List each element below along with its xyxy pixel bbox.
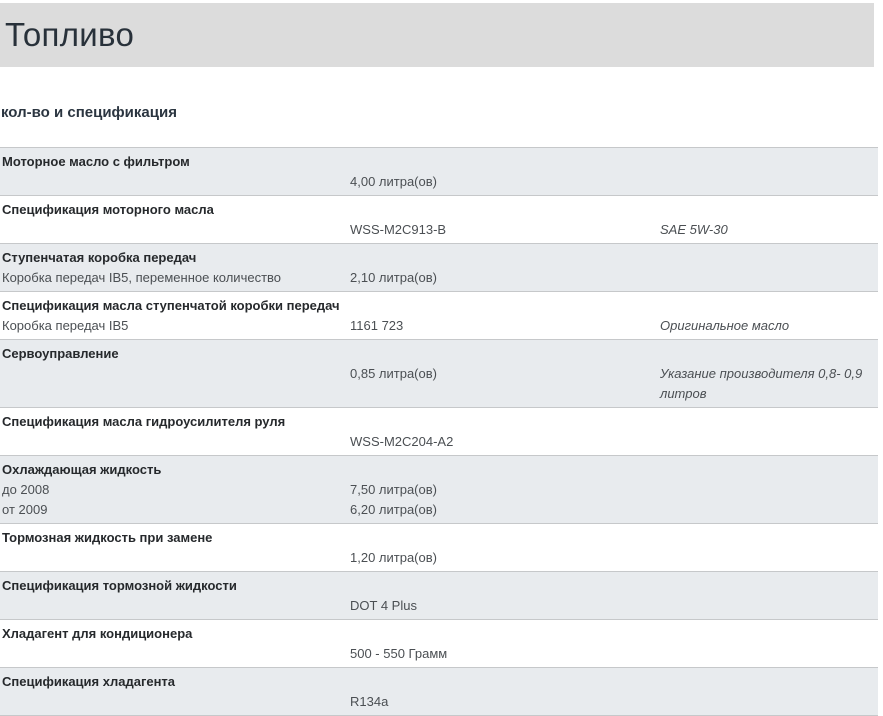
spec-row-heading: Спецификация тормозной жидкости [2,578,237,593]
spec-value: WSS-M2C913-B [350,222,447,237]
spec-label [2,364,350,404]
spec-row [0,572,878,620]
spec-row-heading: Ступенчатая коробка передач [2,250,197,265]
spec-note: Оригинальное масло [660,318,790,333]
spec-row-heading: Тормозная жидкость при замене [2,530,213,545]
spec-label: Коробка передач IB5 [2,318,129,333]
spec-value: WSS-M2C204-A2 [350,434,454,449]
spec-row-heading: Спецификация масла гидроусилителя руля [2,414,286,429]
spec-row-heading: Охлаждающая жидкость [2,462,162,477]
spec-note [660,548,878,568]
spec-row [0,620,878,668]
spec-value: 500 - 550 Грамм [350,646,448,661]
spec-row-heading: Моторное масло с фильтром [2,154,190,169]
spec-row [0,244,878,292]
spec-value: R134a [350,694,389,709]
section-title: кол-во и спецификация [1,104,177,121]
spec-value: 0,85 литра(ов) [350,366,437,381]
spec-row-line [2,364,878,404]
spec-row-heading: Спецификация масла ступенчатой коробки передач [2,298,340,313]
spec-value: 7,50 литра(ов) [350,482,437,497]
spec-row [0,340,878,408]
spec-row-heading: Спецификация хладагента [2,674,176,689]
spec-label [2,692,350,712]
spec-row-line [2,596,878,616]
spec-note [660,644,878,664]
spec-label [2,172,350,192]
spec-label [2,432,350,452]
spec-label [2,548,350,568]
spec-row-line [2,432,878,452]
spec-label [2,220,350,240]
spec-label: до 2008 [2,482,50,497]
spec-label: Коробка передач IB5, переменное количество [2,270,282,285]
spec-value: 2,10 литра(ов) [350,270,437,285]
spec-value: 1,20 литра(ов) [350,550,437,565]
page-header-banner [0,3,874,67]
spec-row [0,524,878,572]
spec-note [660,480,878,500]
spec-label [2,596,350,616]
spec-row [0,148,878,196]
spec-value: 4,00 литра(ов) [350,174,437,189]
spec-value: 6,20 литра(ов) [350,502,437,517]
spec-note [660,268,878,288]
spec-row [0,292,878,340]
spec-table [0,147,878,716]
spec-row [0,196,878,244]
spec-note [660,432,878,452]
spec-label [2,644,350,664]
spec-note [660,692,878,712]
spec-row-line [2,172,878,192]
spec-note [660,172,878,192]
spec-row-heading: Сервоуправление [2,346,119,361]
spec-note: SAE 5W-30 [660,222,728,237]
spec-label: от 2009 [2,502,48,517]
spec-row-line [2,316,878,336]
spec-note: Указание производителя 0,8- 0,9 литров [660,366,863,401]
spec-value: 1161 723 [350,318,404,333]
spec-note [660,596,878,616]
spec-row-line [2,220,878,240]
spec-row-line [2,500,878,520]
spec-row-line [2,644,878,664]
spec-value: DOT 4 Plus [350,598,417,613]
spec-row-line [2,548,878,568]
spec-row [0,668,878,716]
spec-row [0,408,878,456]
spec-row-line [2,480,878,500]
page-title: Топливо [5,16,135,53]
spec-row-line [2,268,878,288]
spec-note [660,500,878,520]
spec-row [0,456,878,524]
spec-row-line [2,692,878,712]
spec-row-heading: Хладагент для кондиционера [2,626,193,641]
spec-row-heading: Спецификация моторного масла [2,202,214,217]
